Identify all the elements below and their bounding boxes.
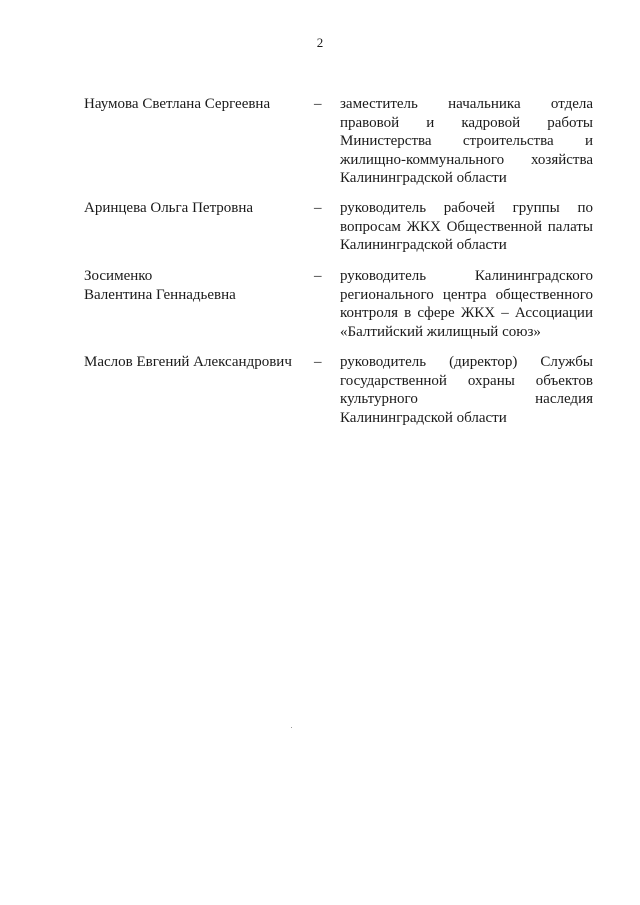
- scan-speck: [291, 727, 292, 728]
- member-name: [84, 267, 309, 304]
- member-name-line: Маслов Евгений Александрович: [84, 354, 292, 370]
- member-position-line: руководитель рабочей группы по: [340, 200, 593, 216]
- member-position-line: заместитель начальника отдела: [340, 96, 593, 112]
- separator-dash: –: [314, 268, 322, 284]
- separator-dash: –: [314, 200, 322, 216]
- member-position-line: «Балтийский жилищный союз»: [340, 323, 541, 340]
- member-name: [84, 95, 309, 114]
- member-name-line: Валентина Геннадьевна: [84, 286, 236, 303]
- member-position-line: государственной охраны объектов: [340, 372, 593, 389]
- page-number: 2: [316, 35, 324, 50]
- member-name: [84, 353, 309, 372]
- member-position-line: руководитель Калининградского: [340, 268, 593, 284]
- separator-dash: –: [314, 354, 322, 370]
- member-position-line: правовой и кадровой работы: [340, 114, 593, 131]
- member-position-line: регионального центра общественного: [340, 286, 593, 303]
- member-position-line: Калининградской области: [340, 170, 507, 186]
- member-name-line: Зосименко: [84, 268, 153, 284]
- member-name-line: Аринцева Ольга Петровна: [84, 200, 254, 216]
- member-position-line: культурного наследия: [340, 391, 593, 407]
- member-name-line: Наумова Светлана Сергеевна: [84, 96, 271, 112]
- member-position-line: Калининградской области: [340, 237, 507, 253]
- member-position-line: Калининградской области: [340, 409, 507, 426]
- member-position-line: Министерства строительства и: [340, 133, 593, 149]
- member-position-line: руководитель (директор) Службы: [340, 354, 593, 370]
- member-position: [340, 95, 593, 188]
- member-position: [340, 199, 593, 255]
- member-position-line: контроля в сфере ЖКХ – Ассоциации: [340, 305, 593, 321]
- member-position-line: жилищно-коммунального хозяйства: [340, 151, 593, 168]
- member-position-line: вопросам ЖКХ Общественной палаты: [340, 218, 593, 235]
- separator-dash: –: [314, 96, 322, 112]
- member-position: [340, 353, 593, 427]
- member-name: [84, 199, 309, 218]
- member-position: [340, 267, 593, 341]
